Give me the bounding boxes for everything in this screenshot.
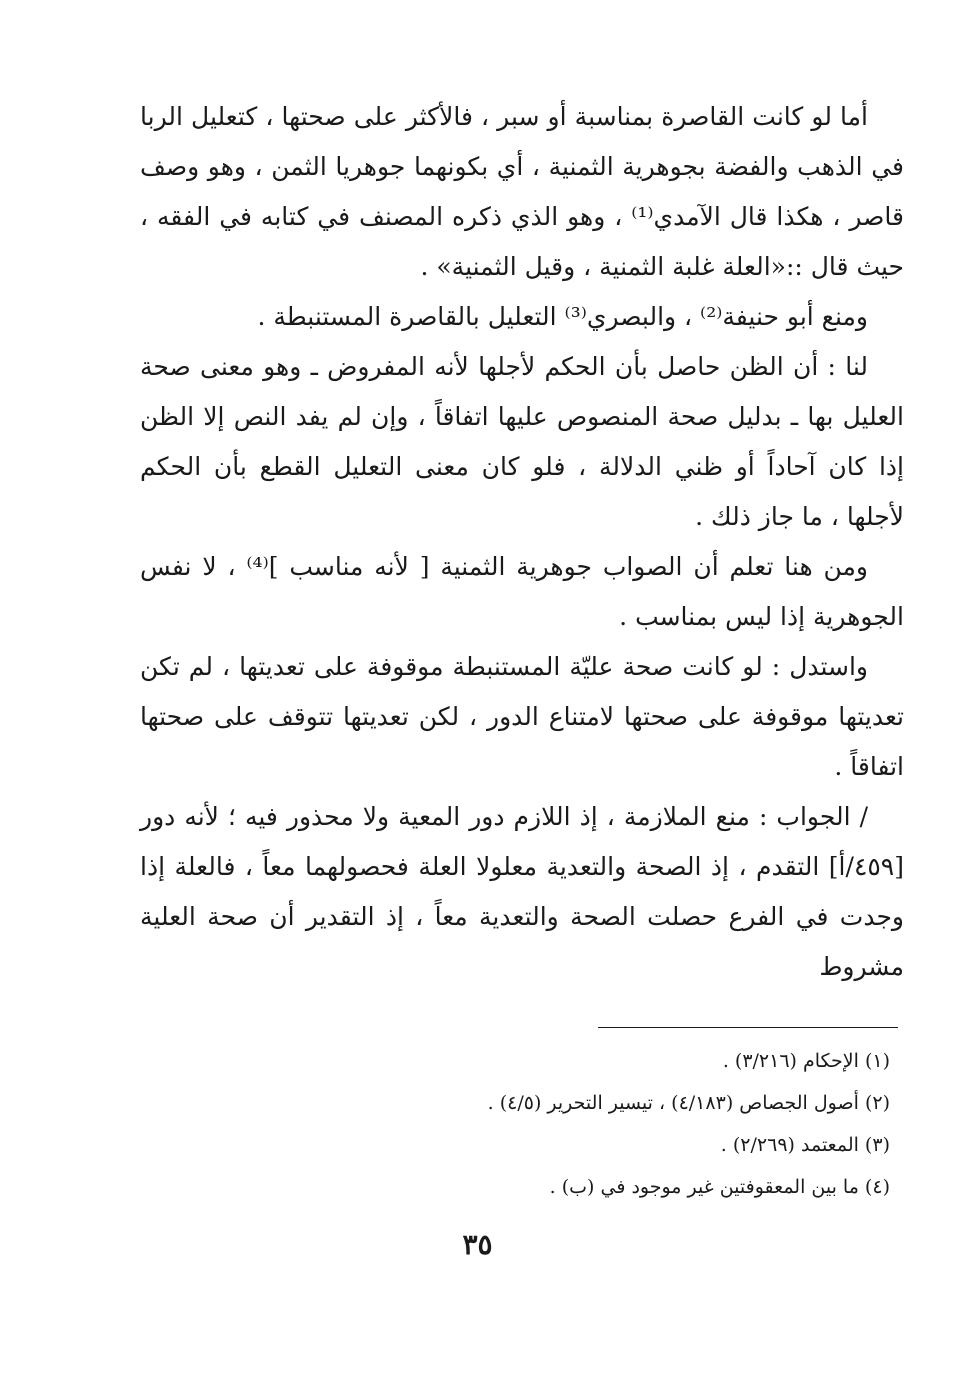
paragraph-1: أما لو كانت القاصرة بمناسبة أو سبر ، فالأكثر على صحتها ، كتعليل الربا في الذهب والفضة بجوهرية الثمنية ، أي بكونهما جوهريا الثمن ، وهو وصف قاصر ، هكذا قال الآمدي⁽¹⁾ ، وهو الذي ذكره المصنف في كتابه في الفقه ، حيث قال ::«العلة غلبة الثمنية ، وقيل الثمنية» . [140, 102, 904, 281]
main-text [140, 92, 904, 992]
footnote-separator [598, 1027, 898, 1028]
footnotes [140, 1040, 890, 1208]
footnote-4: (٤) ما بين المعقوفتين غير موجود في (ب) . [549, 1176, 890, 1198]
page-number: ٣٥ [462, 1228, 493, 1261]
paragraph-2: ومنع أبو حنيفة⁽²⁾ ، والبصري⁽³⁾ التعليل بالقاصرة المستنبطة . [257, 302, 868, 331]
paragraph-6: / الجواب : منع الملازمة ، إذ اللازم دور المعية ولا محذور فيه ؛ لأنه دور [٤٥٩/أ] التقدم ، إذ الصحة والتعدية معلولا العلة فحصولهما معاً ، فالعلة إذا وجدت في الفرع حصلت الصحة والتعدية معاً ، إذ التقدير أن صحة العلية مشروط [140, 802, 904, 981]
footnote-2: (٢) أصول الجصاص (٤/١٨٣) ، تيسير التحرير (٤/٥) . [487, 1092, 890, 1114]
footnote-3: (٣) المعتمد (٢/٢٦٩) . [720, 1134, 890, 1156]
paragraph-5: واستدل : لو كانت صحة عليّة المستنبطة موقوفة على تعديتها ، لم تكن تعديتها موقوفة على صحتها لامتناع الدور ، لكن تعديتها تتوقف على صحتها اتفاقاً . [140, 652, 904, 781]
paragraph-3: لنا : أن الظن حاصل بأن الحكم لأجلها لأنه المفروض ـ وهو معنى صحة العليل بها ـ بدليل صحة المنصوص عليها اتفاقاً ، وإن لم يفد النص إلا الظن إذا كان آحاداً أو ظني الدلالة ، فلو كان معنى التعليل القطع بأن الحكم لأجلها ، ما جاز ذلك . [140, 352, 904, 531]
paragraph-4: ومن هنا تعلم أن الصواب جوهرية الثمنية [ لأنه مناسب ]⁽⁴⁾ ، لا نفس الجوهرية إذا ليس بمناسب . [140, 552, 904, 631]
footnote-1: (١) الإحكام (٣/٢١٦) . [722, 1050, 890, 1072]
